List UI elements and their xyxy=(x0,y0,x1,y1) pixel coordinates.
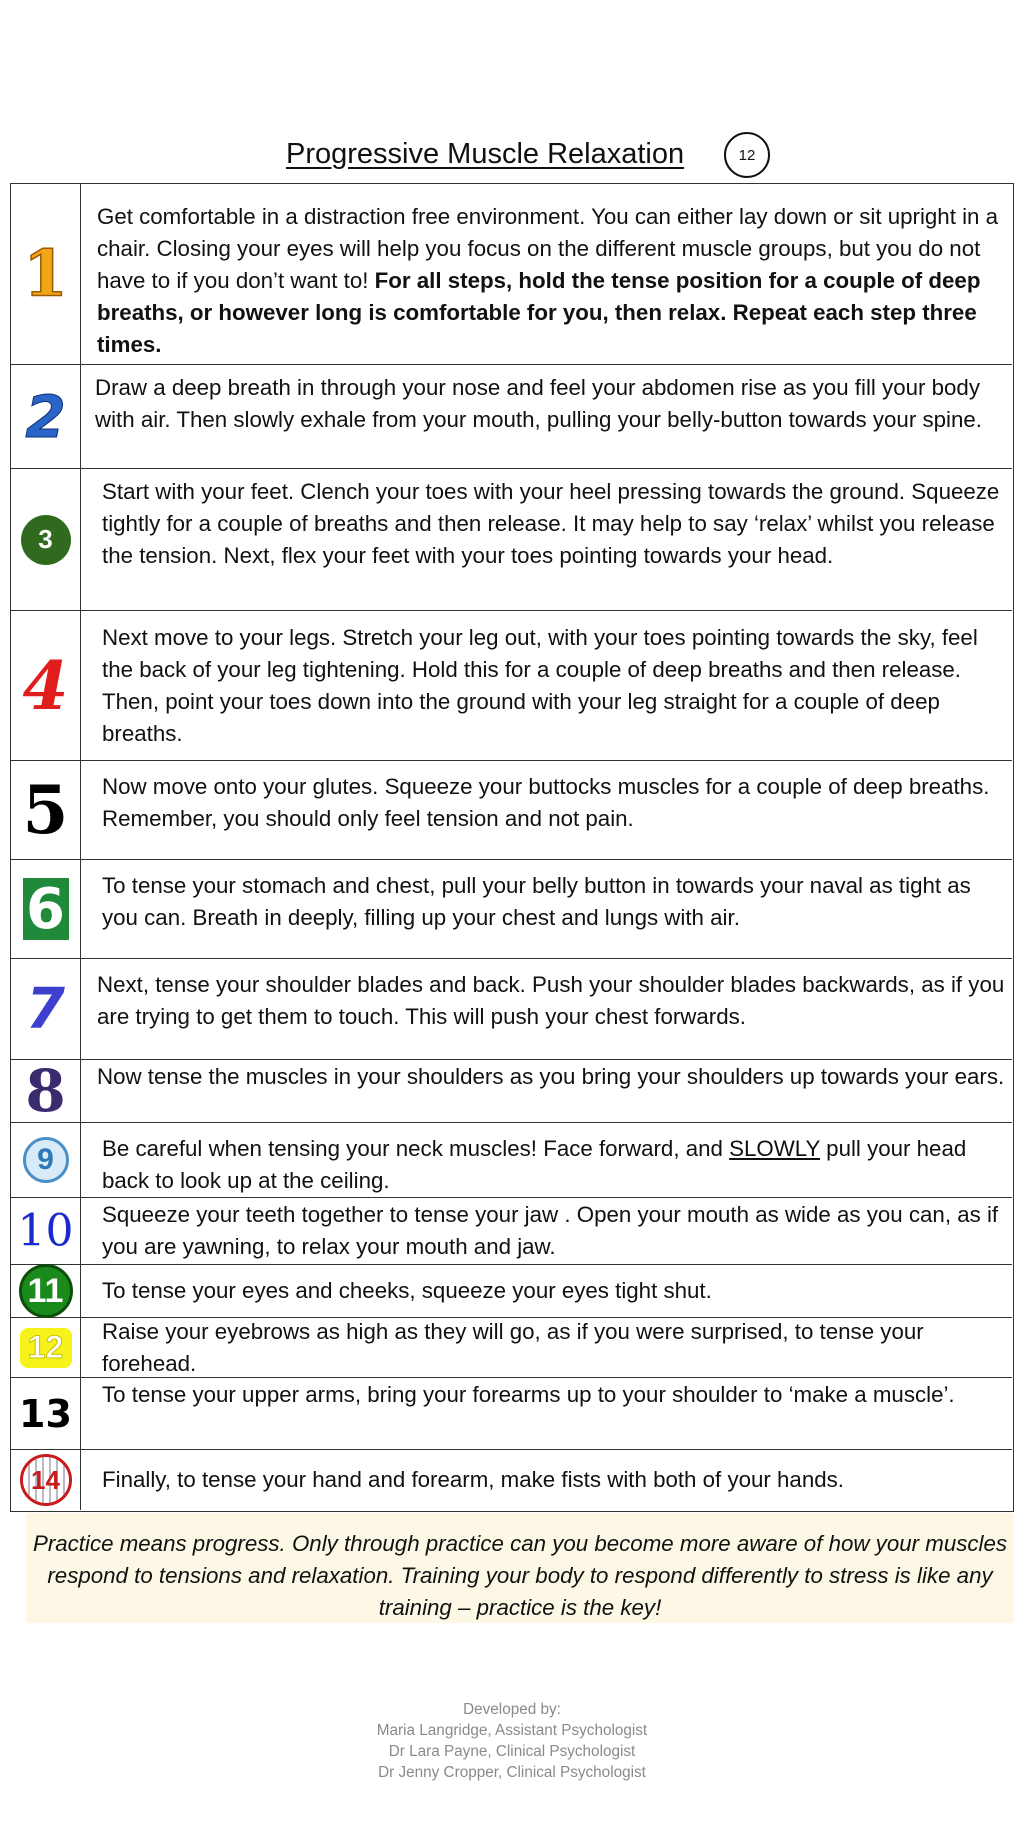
step-number-cell xyxy=(11,611,81,760)
number-six-icon: 6 xyxy=(23,878,69,940)
step-instruction-end: pull your head back to look up at the ceiling. xyxy=(102,1136,967,1193)
step-number-cell xyxy=(11,860,81,958)
step-number-cell xyxy=(11,365,81,468)
number-four-icon: 4 xyxy=(22,646,69,725)
step-row-5 xyxy=(11,761,1012,860)
step-row-12 xyxy=(11,1318,1012,1378)
number-ten-icon: 10 xyxy=(17,1205,74,1257)
step-number-cell xyxy=(11,1318,81,1377)
step-number-cell xyxy=(11,469,81,610)
callout-text: Practice means progress. Only through practice can you become more aware of how your muscles respond to tensions and relaxation. Training your body to respond differently to stress is like any training – practice is the key! xyxy=(32,1531,1008,1620)
number-fourteen-icon: 14 xyxy=(20,1454,72,1506)
step-number-cell xyxy=(11,761,81,859)
practice-callout xyxy=(26,1513,1014,1623)
step-text: Raise your eyebrows as high as they will go, as if you were surprised, to tense your forehead. xyxy=(102,1319,924,1376)
step-row-11 xyxy=(11,1265,1012,1318)
step-instruction-bold: For all steps, hold the tense position for a couple of deep breaths, or however long is comfortable for you, then relax. Repeat each step three times. xyxy=(97,268,981,357)
step-instruction: Be careful when tensing your neck muscles! Face forward, and xyxy=(102,1136,730,1161)
step-row-2 xyxy=(11,365,1012,469)
step-number-cell xyxy=(11,1450,81,1510)
step-row-3 xyxy=(11,469,1012,611)
step-text: Draw a deep breath in through your nose and feel your abdomen rise as you fill your body with air. Then slowly exhale from your mouth, pulling your belly-button towards your spine. xyxy=(95,375,982,432)
step-text: Now move onto your glutes. Squeeze your buttocks muscles for a couple of deep breaths. Remember, you should only feel tension and not pain. xyxy=(102,774,990,831)
step-number-cell xyxy=(11,1378,81,1449)
step-text: To tense your upper arms, bring your forearms up to your shoulder to ‘make a muscle’. xyxy=(102,1382,955,1407)
step-row-9 xyxy=(11,1123,1012,1198)
number-three-icon: 3 xyxy=(21,515,71,565)
number-five-icon: 5 xyxy=(22,771,69,849)
step-row-8 xyxy=(11,1057,1012,1125)
number-twelve-icon: 12 xyxy=(20,1328,72,1368)
step-row-1 xyxy=(11,184,1012,365)
step-row-14 xyxy=(11,1450,1012,1510)
step-number-cell xyxy=(11,1057,81,1125)
credits-author: Maria Langridge, Assistant Psychologist xyxy=(376,1722,648,1739)
step-row-6 xyxy=(11,860,1012,959)
step-emphasis: SLOWLY xyxy=(729,1136,820,1161)
step-instruction: Get comfortable in a distraction free environment. You can either lay down or sit upright in a chair. Closing your eyes will help you focus on the different muscle groups, but you do not have to if you don’t want to! xyxy=(97,204,999,293)
step-row-7 xyxy=(11,959,1012,1060)
step-text: To tense your stomach and chest, pull your belly button in towards your naval as tight as you can. Breath in deeply, filling up your chest and lungs with air. xyxy=(102,873,971,930)
step-text: Squeeze your teeth together to tense your jaw . Open your mouth as wide as you can, as if you are yawning, to relax your mouth and jaw. xyxy=(102,1202,999,1259)
step-text: Start with your feet. Clench your toes with your heel pressing towards the ground. Squeeze tightly for a couple of breaths and then release. It may help to say ‘relax’ whilst you release the tension. Next, flex your feet with your toes pointing towards your head. xyxy=(102,479,1000,568)
step-number-cell xyxy=(11,184,81,364)
step-row-13 xyxy=(11,1378,1012,1450)
step-text: Next move to your legs. Stretch your leg out, with your toes pointing towards the sky, feel the back of your leg tightening. Hold this for a couple of deep breaths and then release. Then, point your toes down into the ground with your leg straight for a couple of deep breaths. xyxy=(102,625,978,746)
step-row-4 xyxy=(11,611,1012,761)
step-number-cell xyxy=(11,1123,81,1197)
credits-author: Dr Jenny Cropper, Clinical Psychologist xyxy=(378,1764,646,1781)
step-text xyxy=(102,1133,1010,1197)
credits-author: Dr Lara Payne, Clinical Psychologist xyxy=(388,1743,636,1760)
steps-table xyxy=(10,183,1014,1512)
number-nine-icon: 9 xyxy=(23,1137,69,1183)
credits xyxy=(0,1699,1024,1783)
step-text xyxy=(97,201,1010,361)
page-title: Progressive Muscle Relaxation xyxy=(286,138,685,170)
step-text: Now tense the muscles in your shoulders as you bring your shoulders up towards your ears. xyxy=(97,1064,1005,1089)
step-row-10 xyxy=(11,1198,1012,1265)
step-number-cell xyxy=(11,959,81,1059)
step-text: Finally, to tense your hand and forearm, make fists with both of your hands. xyxy=(102,1467,844,1492)
step-number-cell xyxy=(11,1265,81,1317)
step-text: Next, tense your shoulder blades and back. Push your shoulder blades backwards, as if you are trying to get them to touch. This will push your chest forwards. xyxy=(97,972,1005,1029)
number-seven-icon: 7 xyxy=(26,976,65,1042)
number-two-icon: 2 xyxy=(25,382,66,451)
number-eight-icon: 8 xyxy=(25,1057,66,1125)
title-row xyxy=(0,132,1024,182)
number-one-icon: 1 xyxy=(23,236,68,312)
number-thirteen-icon: 13 xyxy=(19,1391,72,1436)
step-number-cell xyxy=(11,1198,81,1264)
credits-heading: Developed by: xyxy=(463,1701,561,1718)
step-text: To tense your eyes and cheeks, squeeze your eyes tight shut. xyxy=(102,1278,712,1303)
page-number-badge: 12 xyxy=(724,132,770,178)
number-eleven-icon: 11 xyxy=(19,1264,73,1318)
